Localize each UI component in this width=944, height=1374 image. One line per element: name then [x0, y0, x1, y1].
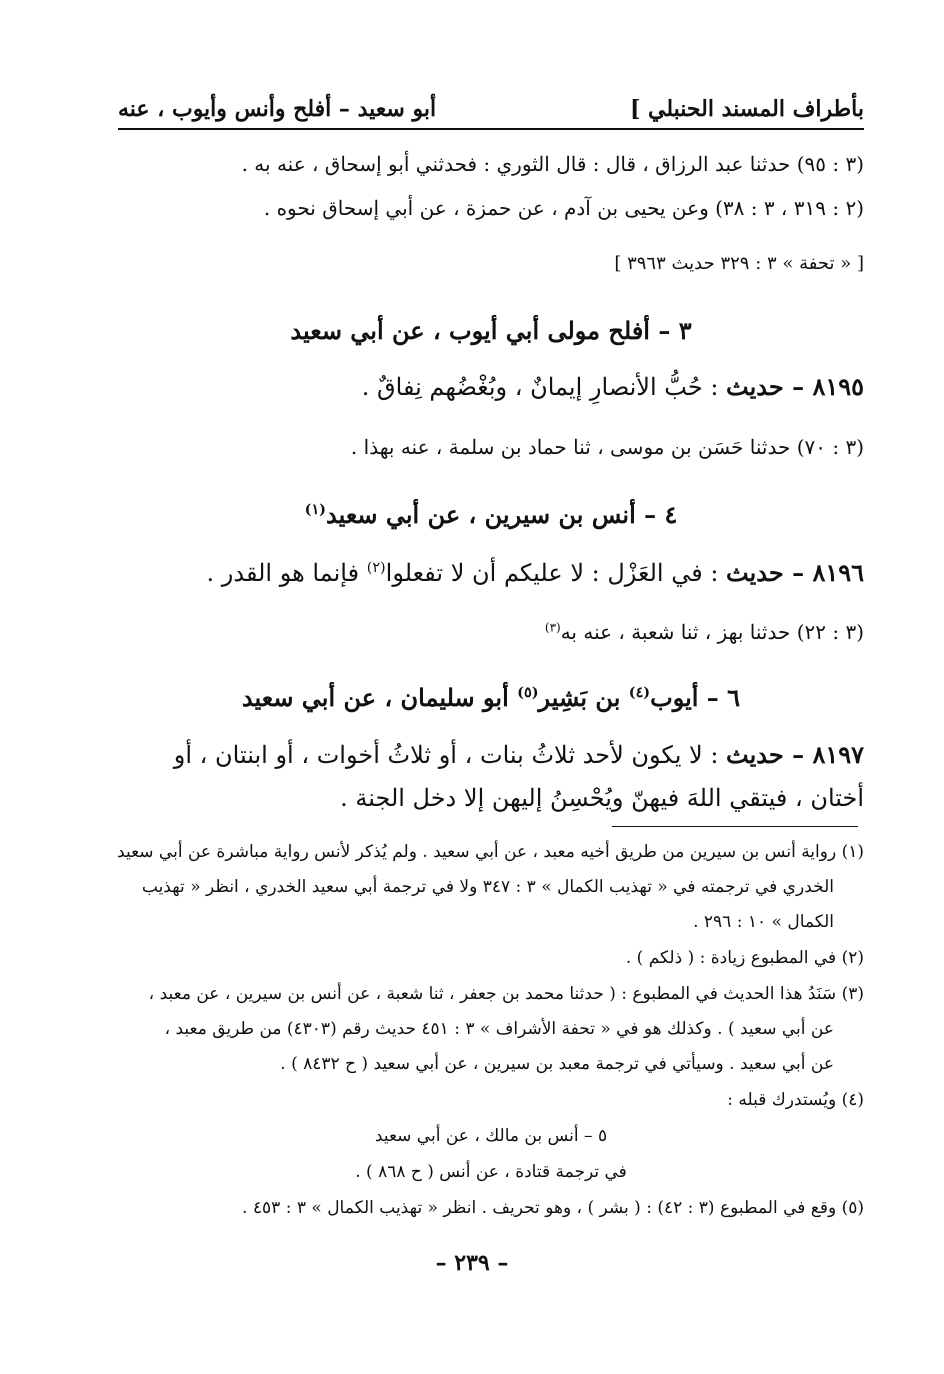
footnote-1-continued: الكمال » ١٠ : ٢٩٦ . [693, 912, 834, 932]
footnote-3-continued: عن أبي سعيد ) . وكذلك هو في « تحفة الأشراف » ٣ : ٤٥١ حديث رقم (٤٣٠٣) من طريق معبد ، [164, 1019, 834, 1039]
hadith-8197 [118, 740, 864, 769]
page-number: – ٢٣٩ – [435, 1250, 509, 1276]
running-header [118, 92, 864, 130]
footnote-1-continued: الخدري في ترجمته في « تهذيب الكمال » ٣ : ٣٤٧ ولا في ترجمة أبي سعيد الخدري ، انظر « تهذيب [141, 877, 834, 897]
footnote-3: (٣) سَنَدُ هذا الحديث في المطبوع : ( حدثنا محمد بن جعفر ، ثنا شعبة ، عن أنس بن سيرين ، عن معبد ، [148, 984, 864, 1004]
hadith-text: فإنما هو القدر . [206, 559, 360, 587]
footnote-3-continued: عن أبي سعيد . وسيأتي في ترجمة معبد بن سيرين ، عن أبي سعيد ( ح ٨٤٣٢ ) . [280, 1054, 834, 1074]
footnote-4-continued: في ترجمة قتادة ، عن أنس ( ح ٨٦٨ ) . [355, 1162, 627, 1182]
source-line [118, 620, 864, 644]
footnote-5: (٥) وقع في المطبوع (٣ : ٤٢) : ( بشر ) ، وهو تحريف . انظر « تهذيب الكمال » ٣ : ٤٥٣ . [242, 1198, 864, 1218]
source-line: (٢ : ٣١٩ ، ٣ : ٣٨) وعن يحيى بن آدم ، عن حمزة ، عن أبي إسحاق نحوه . [263, 196, 864, 220]
section-heading: ٣ – أفلح مولى أبي أيوب ، عن أبي سعيد [290, 316, 692, 345]
header-book-title: بأطراف المسند الحنبلي ] [629, 96, 864, 122]
header-section-title: أبو سعيد – أفلح وأنس وأيوب ، عنه [118, 96, 437, 122]
hadith-text: : في العَزْل : لا عليكم أن لا تفعلوا [385, 559, 719, 587]
hadith-8195 [118, 372, 864, 401]
section-heading [118, 500, 864, 529]
hadith-number: ٨١٩٥ – حديث [726, 372, 864, 401]
footnote-1: (١) رواية أنس بن سيرين من طريق أخيه معبد ، عن أبي سعيد . ولم يُذكر لأنس رواية مباشرة عن أبي سعيد [117, 842, 864, 862]
footnote-separator [612, 826, 858, 827]
hadith-text: : لا يكون لأحد ثلاثُ بنات ، أو ثلاثُ أخوات ، أو ابنتان ، أو [173, 741, 719, 769]
hadith-text: : حُبُّ الأنصارِ إيمانٌ ، وبُغْضُهم نِفاقٌ . [361, 373, 719, 401]
heading-text: ٦ – أيوب [650, 683, 741, 712]
hadith-text-continued: أختان ، فيتقي اللهَ فيهنّ ويُحْسِنُ إليهن إلا دخل الجنة . [340, 784, 864, 812]
source-line: (٣ : ٧٠) حدثنا حَسَن بن موسى ، ثنا حماد بن سلمة ، عنه بهذا . [350, 435, 864, 459]
footnote-marker: (١) [304, 501, 326, 518]
heading-text: بن بَشِير [538, 683, 621, 712]
heading-text: أبو سليمان ، عن أبي سعيد [241, 683, 509, 712]
source-line: (٣ : ٩٥) حدثنا عبد الرزاق ، قال : قال الثوري : فحدثني أبو إسحاق ، عنه به . [241, 152, 864, 176]
section-heading [118, 683, 864, 712]
footnote-4: (٤) ويُستدرك قبله : [727, 1090, 864, 1110]
footnote-marker: (٢) [366, 560, 386, 576]
footnote-4-heading: ٥ – أنس بن مالك ، عن أبي سعيد [374, 1126, 608, 1146]
footnote-marker: (٤) [628, 684, 651, 701]
hadith-number: ٨١٩٦ – حديث [726, 558, 864, 587]
heading-text: ٤ – أنس بن سيرين ، عن أبي سعيد [325, 500, 678, 529]
hadith-8196 [118, 558, 864, 587]
tuhfa-reference: [ « تحفة » ٣ : ٣٢٩ حديث ٣٩٦٣ ] [614, 253, 864, 274]
footnote-marker: (٥) [517, 684, 539, 701]
footnote-marker: (٣) [544, 620, 561, 635]
hadith-number: ٨١٩٧ – حديث [726, 740, 864, 769]
source-text: (٣ : ٢٢) حدثنا بهز ، ثنا شعبة ، عنه به [560, 620, 864, 644]
footnote-2: (٢) في المطبوع زيادة : ( ذلكم ) . [625, 948, 864, 968]
